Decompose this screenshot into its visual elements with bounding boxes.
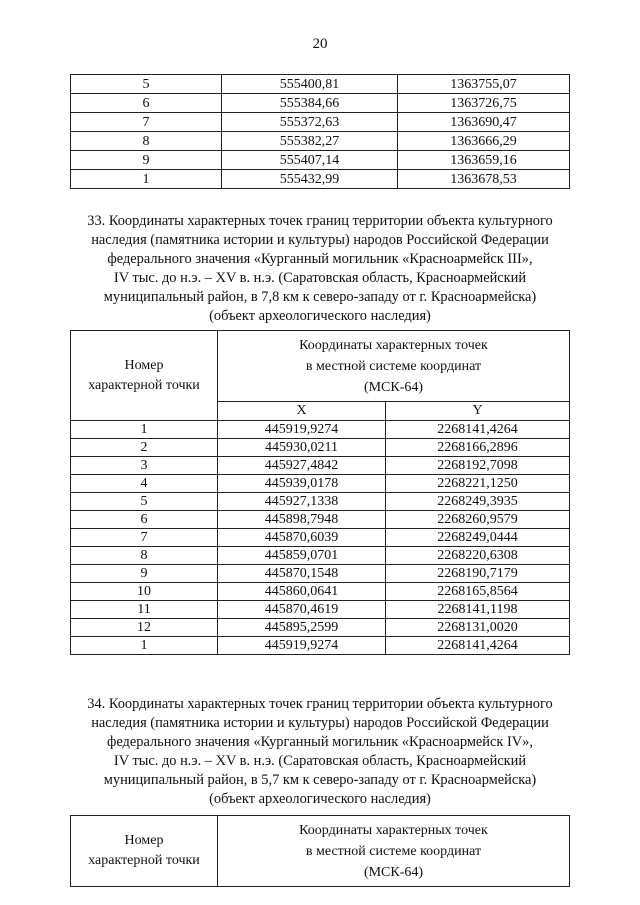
table-row — [71, 619, 570, 637]
header-coordinates — [218, 816, 570, 887]
section-34-heading — [70, 695, 570, 809]
section-34-line: муниципальный район, в 5,7 км к северо-западу от г. Красноармейска) — [103, 772, 537, 788]
point-number-cell: 9 — [71, 151, 222, 170]
coordinates-table-continued — [70, 74, 570, 189]
table-row — [71, 151, 570, 170]
table-row — [71, 493, 570, 511]
header-point-number — [71, 331, 218, 421]
table-row — [71, 601, 570, 619]
x-coordinate-cell: 445919,9274 — [218, 637, 386, 655]
point-number-cell: 5 — [71, 493, 218, 511]
y-coordinate-cell: 2268141,4264 — [386, 421, 570, 439]
x-coordinate-cell: 555382,27 — [222, 132, 398, 151]
table-row — [71, 565, 570, 583]
header-point-number — [71, 816, 218, 887]
section-34-line: IV тыс. до н.э. – XV в. н.э. (Саратовская область, Красноармейский — [113, 753, 527, 769]
header-text: Координаты характерных точек — [299, 337, 488, 353]
point-number-cell: 3 — [71, 457, 218, 475]
x-coordinate-cell: 445895,2599 — [218, 619, 386, 637]
header-text: (МСК-64) — [363, 379, 424, 395]
x-coordinate-cell: 555432,99 — [222, 170, 398, 189]
x-coordinate-cell: 445898,7948 — [218, 511, 386, 529]
table-header-row — [71, 331, 570, 402]
point-number-cell: 7 — [71, 529, 218, 547]
x-coordinate-cell: 445870,1548 — [218, 565, 386, 583]
point-number-cell: 7 — [71, 113, 222, 132]
x-coordinate-cell: 445859,0701 — [218, 547, 386, 565]
x-coordinate-cell: 445860,0641 — [218, 583, 386, 601]
y-coordinate-cell: 2268260,9579 — [386, 511, 570, 529]
section-34-line: 34. Координаты характерных точек границ территории объекта культурного — [87, 696, 553, 712]
header-text: характерной точки — [88, 853, 200, 868]
point-number-cell: 8 — [71, 132, 222, 151]
header-text: характерной точки — [88, 377, 200, 393]
table-top-body — [71, 75, 570, 189]
header-x: X — [218, 402, 386, 421]
table-row — [71, 583, 570, 601]
section-33-line: IV тыс. до н.э. – XV в. н.э. (Саратовская область, Красноармейский — [113, 270, 527, 286]
point-number-cell: 1 — [71, 421, 218, 439]
x-coordinate-cell: 445939,0178 — [218, 475, 386, 493]
section-34-line: (объект археологического наследия) — [209, 791, 431, 807]
y-coordinate-cell: 2268221,1250 — [386, 475, 570, 493]
header-text: Номер — [124, 833, 164, 848]
header-text: Координаты характерных точек — [299, 822, 488, 838]
table-row — [71, 457, 570, 475]
header-text: Номер — [124, 357, 164, 373]
table-row — [71, 511, 570, 529]
x-coordinate-cell: 445927,1338 — [218, 493, 386, 511]
point-number-cell: 2 — [71, 439, 218, 457]
table-row — [71, 132, 570, 151]
point-number-cell: 1 — [71, 637, 218, 655]
y-coordinate-cell: 2268249,3935 — [386, 493, 570, 511]
table-33-body — [71, 421, 570, 655]
table-row — [71, 547, 570, 565]
table-row — [71, 637, 570, 655]
point-number-cell: 6 — [71, 94, 222, 113]
y-coordinate-cell: 2268220,6308 — [386, 547, 570, 565]
x-coordinate-cell: 555372,63 — [222, 113, 398, 132]
coordinates-table-34 — [70, 815, 570, 887]
section-33-line: наследия (памятника истории и культуры) народов Российской Федерации — [91, 232, 549, 248]
table-row — [71, 421, 570, 439]
x-coordinate-cell: 445930,0211 — [218, 439, 386, 457]
y-coordinate-cell: 2268190,7179 — [386, 565, 570, 583]
x-coordinate-cell: 555384,66 — [222, 94, 398, 113]
x-coordinate-cell: 445870,6039 — [218, 529, 386, 547]
y-coordinate-cell: 2268192,7098 — [386, 457, 570, 475]
page-number: 20 — [312, 36, 328, 52]
table-row — [71, 475, 570, 493]
section-33-line: федерального значения «Курганный могильник «Красноармейск III», — [107, 251, 533, 267]
table-row — [71, 439, 570, 457]
header-y: Y — [386, 402, 570, 421]
x-coordinate-cell: 445870,4619 — [218, 601, 386, 619]
y-coordinate-cell: 1363678,53 — [398, 170, 570, 189]
point-number-cell: 12 — [71, 619, 218, 637]
x-coordinate-cell: 555407,14 — [222, 151, 398, 170]
point-number-cell: 4 — [71, 475, 218, 493]
header-text: в местной системе координат — [305, 358, 482, 374]
y-coordinate-cell: 2268141,1198 — [386, 601, 570, 619]
table-row — [71, 170, 570, 189]
point-number-cell: 10 — [71, 583, 218, 601]
section-33-line: (объект археологического наследия) — [209, 308, 431, 324]
header-text: в местной системе координат — [305, 843, 482, 859]
point-number-cell: 8 — [71, 547, 218, 565]
section-33-heading — [70, 212, 570, 326]
x-coordinate-cell: 445927,4842 — [218, 457, 386, 475]
y-coordinate-cell: 1363666,29 — [398, 132, 570, 151]
table-row — [71, 113, 570, 132]
section-33-line: 33. Координаты характерных точек границ территории объекта культурного — [87, 213, 553, 229]
point-number-cell: 1 — [71, 170, 222, 189]
section-33-line: муниципальный район, в 7,8 км к северо-западу от г. Красноармейска) — [103, 289, 537, 305]
section-34-line: федерального значения «Курганный могильник «Красноармейск IV», — [107, 734, 533, 750]
point-number-cell: 6 — [71, 511, 218, 529]
x-coordinate-cell: 555400,81 — [222, 75, 398, 94]
y-coordinate-cell: 1363659,16 — [398, 151, 570, 170]
y-coordinate-cell: 1363726,75 — [398, 94, 570, 113]
y-coordinate-cell: 1363755,07 — [398, 75, 570, 94]
y-coordinate-cell: 2268166,2896 — [386, 439, 570, 457]
y-coordinate-cell: 2268131,0020 — [386, 619, 570, 637]
y-coordinate-cell: 2268141,4264 — [386, 637, 570, 655]
coordinates-table-33 — [70, 330, 570, 655]
header-coordinates — [218, 331, 570, 402]
x-coordinate-cell: 445919,9274 — [218, 421, 386, 439]
point-number-cell: 5 — [71, 75, 222, 94]
point-number-cell: 9 — [71, 565, 218, 583]
table-row — [71, 529, 570, 547]
table-row — [71, 75, 570, 94]
table-header-row — [71, 816, 570, 887]
y-coordinate-cell: 1363690,47 — [398, 113, 570, 132]
header-text: (МСК-64) — [363, 864, 424, 880]
point-number-cell: 11 — [71, 601, 218, 619]
y-coordinate-cell: 2268165,8564 — [386, 583, 570, 601]
section-34-line: наследия (памятника истории и культуры) народов Российской Федерации — [91, 715, 549, 731]
table-row — [71, 94, 570, 113]
y-coordinate-cell: 2268249,0444 — [386, 529, 570, 547]
